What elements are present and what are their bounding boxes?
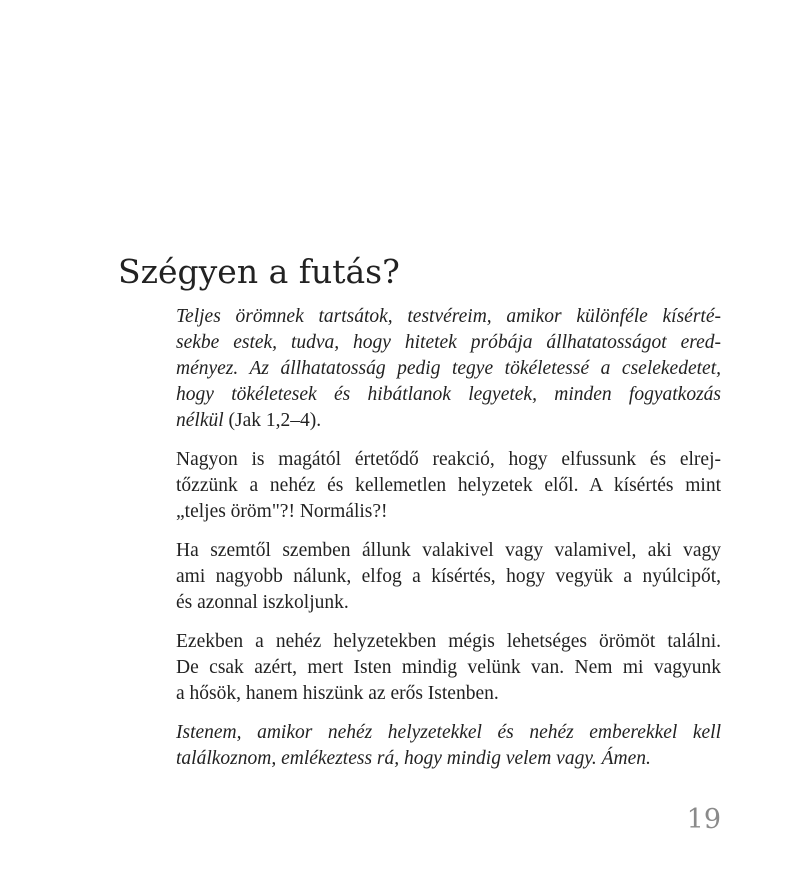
paragraph-reaction [176, 447, 721, 525]
quote-line: Teljes örömnek tartsátok, testvéreim, amikor különféle kísérté- [176, 306, 721, 327]
quote-line: ményez. Az állhatatosság pedig tegye tökéletessé a cselekedetet, [176, 358, 721, 379]
scripture-reference: (Jak 1,2–4). [223, 410, 322, 431]
paragraph-joy [176, 629, 721, 707]
bible-quote-paragraph [176, 304, 721, 434]
paragraph-line: és azonnal iszkoljunk. [176, 592, 349, 613]
paragraph-line: Ezekben a nehéz helyzetekben mégis lehetséges örömöt találni. [176, 631, 721, 652]
paragraph-face-to-face [176, 538, 721, 616]
paragraph-line: De csak azért, mert Isten mindig velünk van. Nem mi vagyunk [176, 657, 721, 678]
quote-last-line [176, 408, 721, 434]
page-number: 19 [686, 804, 721, 835]
body-text [176, 304, 721, 785]
quote-line: hogy tökéletesek és hibátlanok legyetek, minden fogyatkozás [176, 384, 721, 405]
paragraph-line: „teljes öröm"?! Normális?! [176, 501, 388, 522]
paragraph-line: tőzzünk a nehéz és kellemetlen helyzetek elől. A kísértés mint [176, 475, 721, 496]
quote-line: sekbe estek, tudva, hogy hitetek próbája állhatatosságot ered- [176, 332, 721, 353]
prayer-line: találkoznom, emlékeztess rá, hogy mindig velem vagy. Ámen. [176, 748, 651, 769]
prayer-paragraph [176, 720, 721, 772]
prayer-line: Istenem, amikor nehéz helyzetekkel és nehéz emberekkel kell [176, 722, 721, 743]
quote-line-end: nélkül [176, 410, 224, 431]
paragraph-line: Ha szemtől szemben állunk valakivel vagy valamivel, aki vagy [176, 540, 721, 561]
paragraph-line: Nagyon is magától értetődő reakció, hogy elfussunk és elrej- [176, 449, 721, 470]
page-title: Szégyen a futás? [118, 252, 400, 291]
paragraph-line: ami nagyobb nálunk, elfog a kísértés, hogy vegyük a nyúlcipőt, [176, 566, 721, 587]
paragraph-line: a hősök, hanem hiszünk az erős Istenben. [176, 683, 499, 704]
